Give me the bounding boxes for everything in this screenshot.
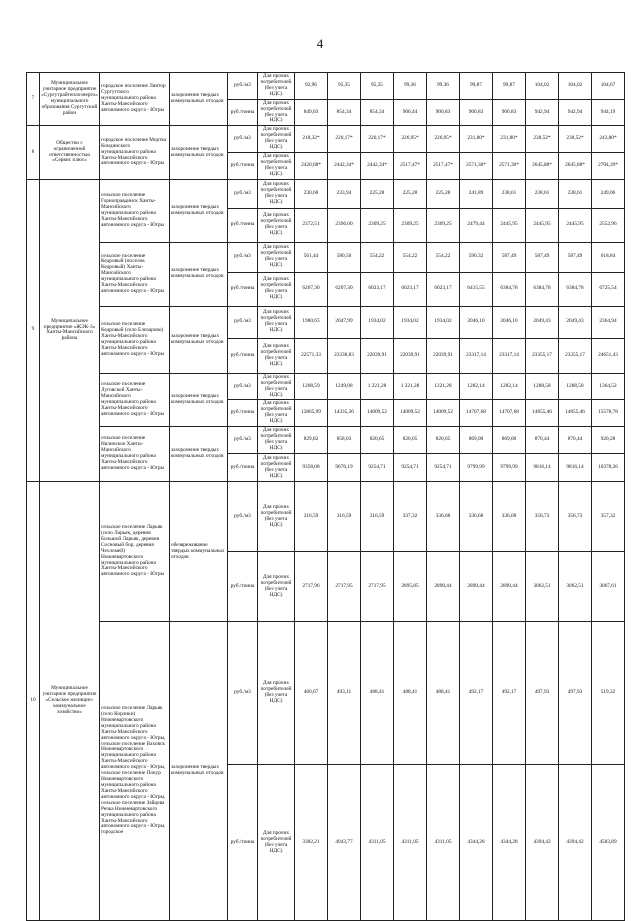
unit-cell: руб./тонна (228, 400, 258, 427)
tariff-value-cell: 14009,52 (394, 400, 427, 427)
tariff-value-cell: 2442,34* (328, 153, 361, 180)
tariff-value-cell: 2717,96 (295, 552, 328, 622)
tariff-value-cell: 2890,44 (460, 552, 493, 622)
table-row (27, 622, 625, 765)
tariff-value-cell: 4311,05 (361, 765, 394, 921)
table-row (27, 373, 625, 400)
consumer-cell: Для прочих потребителей (без учета НДС) (258, 208, 295, 242)
tariff-value-cell: 554,22 (361, 242, 394, 272)
service-type: захоронение твердых коммунальных отходов (170, 622, 228, 921)
tariff-value-cell: 9676,19 (328, 454, 361, 482)
service-type: обезвреживание твердых коммунальных отходов (170, 482, 228, 622)
tariff-value-cell: 238,61 (526, 179, 559, 208)
consumer-cell: Для прочих потребителей (без учета НДС) (258, 552, 295, 622)
tariff-value-cell: 9254,71 (361, 454, 394, 482)
tariff-value-cell: 225,28 (427, 179, 460, 208)
tariff-value-cell: 2479,44 (460, 208, 493, 242)
tariff-value-cell: 4943,77 (328, 765, 361, 921)
tariff-value-cell: 1249,08 (328, 373, 361, 400)
unit-cell: руб./м3 (228, 622, 258, 765)
tariff-value-cell: 2517,47* (427, 153, 460, 180)
tariff-value-cell: 220,17* (328, 126, 361, 153)
tariff-value-cell: 10378,26 (592, 454, 625, 482)
unit-cell: руб./м3 (228, 179, 258, 208)
tariff-value-cell: 241,89 (460, 179, 493, 208)
tariff-value-cell: 497,93 (559, 622, 592, 765)
tariff-value-cell: 22571,33 (295, 338, 328, 373)
consumer-cell: Для прочих потребителей (без учета НДС) (258, 482, 295, 552)
settlement-name: сельское поселение Луговской Ханты-Мансийского муниципального района Ханты-Мансийского автономного округа - Югры (100, 373, 170, 426)
tariff-value-cell: 2571,30* (493, 153, 526, 180)
tariff-value-cell: 226,95* (427, 126, 460, 153)
tariff-value-cell: 4344,28 (460, 765, 493, 921)
tariff-value-cell: 14707,68 (493, 400, 526, 427)
tariff-value-cell: 820,65 (427, 427, 460, 454)
tariff-value-cell: 906,44 (394, 99, 427, 126)
tariff-value-cell: 2552,96 (592, 208, 625, 242)
tariff-value-cell: 870,44 (559, 427, 592, 454)
tariff-value-cell: 492,17 (493, 622, 526, 765)
tariff-value-cell: 316,59 (295, 482, 328, 552)
unit-cell: руб./тонна (228, 338, 258, 373)
tariff-value-cell: 238,52* (526, 126, 559, 153)
tariff-value-cell: 2442,34* (361, 153, 394, 180)
tariff-value-cell: 356,73 (559, 482, 592, 552)
tariff-value-cell: 492,17 (460, 622, 493, 765)
tariff-value-cell: 858,03 (328, 427, 361, 454)
tariff-value-cell: 99,87 (460, 73, 493, 100)
tariff-value-cell: 6384,78 (526, 272, 559, 306)
unit-cell: руб./тонна (228, 552, 258, 622)
settlement-name: сельское поселение Ларьяк (село Ларьяк, деревня Большой Ларьяк, деревня Сосновый бор, деревня Чехломей) Нижневартовского муниципального района Ханты-Мансийского автономного округа - Югры (100, 482, 170, 622)
organization-name: Муниципальное предприятие «ЖЭК-3» Ханты-Мансийского района (40, 179, 100, 481)
tariff-value-cell: 2517,47* (394, 153, 427, 180)
tariff-value-cell: 561,44 (295, 242, 328, 272)
tariff-value-cell: 9358,08 (295, 454, 328, 482)
tariff-value-cell: 4311,05 (394, 765, 427, 921)
organization-name: Муниципальное унитарное предприятие «Сургутрайтеплоэнерго» муниципального образования Сургутский район (40, 73, 100, 126)
tariff-value-cell: 22039,91 (427, 338, 460, 373)
tariff-value-cell: 14855,46 (559, 400, 592, 427)
settlement-name: сельское поселение Горноправдинск Ханты-Мансийского муниципального района Ханты-Мансийского автономного округа - Югры (100, 179, 170, 242)
consumer-cell: Для прочих потребителей (без учета НДС) (258, 99, 295, 126)
tariff-value-cell: 554,22 (394, 242, 427, 272)
tariff-value-cell: 497,93 (526, 622, 559, 765)
unit-cell: руб./м3 (228, 242, 258, 272)
tariff-value-cell: 849,03 (295, 99, 328, 126)
tariff-value-cell: 22039,91 (361, 338, 394, 373)
tariff-value-cell: 220,17* (361, 126, 394, 153)
tariff-value-cell: 104,67 (592, 73, 625, 100)
tariff-value-cell: 9799,99 (460, 454, 493, 482)
consumer-cell: Для прочих потребителей (без учета НДС) (258, 622, 295, 765)
tariff-value-cell: 1288,58 (559, 373, 592, 400)
tariff-value-cell: 2049,43 (559, 306, 592, 338)
tariff-value-cell: 6415,55 (460, 272, 493, 306)
tariff-value-cell: 9799,99 (493, 454, 526, 482)
unit-cell: руб./м3 (228, 306, 258, 338)
tariff-value-cell: 14855,46 (526, 400, 559, 427)
consumer-cell: Для прочих потребителей (без учета НДС) (258, 242, 295, 272)
row-number: 10 (27, 482, 40, 921)
tariff-value-cell: 6023,17 (394, 272, 427, 306)
tariff-value-cell: 2046,10 (493, 306, 526, 338)
consumer-cell: Для прочих потребителей (без учета НДС) (258, 306, 295, 338)
tariff-value-cell: 6023,17 (361, 272, 394, 306)
tariff-value-cell: 2420,68* (295, 153, 328, 180)
tariff-value-cell: 920,28 (592, 427, 625, 454)
unit-cell: руб./м3 (228, 373, 258, 400)
settlement-name: городское поселение Мортка Кондинского муниципального района Ханты-Мансийского автономного округа - Югры (100, 126, 170, 179)
service-type: захоронение твердых коммунальных отходов (170, 242, 228, 306)
unit-cell: руб./м3 (228, 73, 258, 100)
tariff-value-cell: 1934,02 (361, 306, 394, 338)
tariff-value-cell: 2571,30* (460, 153, 493, 180)
tariff-value-cell: 460,67 (295, 622, 328, 765)
tariff-value-cell: 1208,59 (295, 373, 328, 400)
tariff-value-cell: 4394,42 (559, 765, 592, 921)
consumer-cell: Для прочих потребителей (без учета НДС) (258, 338, 295, 373)
tariff-value-cell: 9254,71 (427, 454, 460, 482)
table-row (27, 482, 625, 552)
tariff-value-cell: 1980,65 (295, 306, 328, 338)
tariff-value-cell: 226,95* (394, 126, 427, 153)
tariff-value-cell: 1 221,28 (394, 373, 427, 400)
tariff-value-cell: 218,32* (295, 126, 328, 153)
tariff-value-cell: 2890,44 (427, 552, 460, 622)
tariff-value-cell: 14009,52 (361, 400, 394, 427)
tariff-value-cell: 225,28 (394, 179, 427, 208)
tariff-value-cell: 2717,95 (361, 552, 394, 622)
tariff-value-cell: 2890,44 (493, 552, 526, 622)
tariff-value-cell: 336,68 (427, 482, 460, 552)
unit-cell: руб./тонна (228, 99, 258, 126)
consumer-cell: Для прочих потребителей (без учета НДС) (258, 126, 295, 153)
tariff-value-cell: 580,50 (328, 242, 361, 272)
tariff-value-cell: 900,83 (427, 99, 460, 126)
settlement-name: сельское поселение Нялинское Ханты-Мансийского муниципального района Ханты-Мансийского автономного округа - Югры (100, 427, 170, 482)
service-type: захоронение твердых коммунальных отходов (170, 373, 228, 426)
tariff-value-cell: 2046,10 (460, 306, 493, 338)
tariff-value-cell: 95,35 (328, 73, 361, 100)
tariff-value-cell: 233,94 (328, 179, 361, 208)
tariff-value-cell: 243,80* (592, 126, 625, 153)
tariff-value-cell: 869,00 (460, 427, 493, 454)
tariff-value-cell: 900,83 (493, 99, 526, 126)
consumer-cell: Для прочих потребителей (без учета НДС) (258, 454, 295, 482)
tariff-value-cell: 869,00 (493, 427, 526, 454)
tariff-value-cell: 6384,78 (493, 272, 526, 306)
tariff-value-cell: 337,32 (394, 482, 427, 552)
tariff-value-cell: 488,41 (361, 622, 394, 765)
tariff-value-cell: 225,28 (361, 179, 394, 208)
tariff-value-cell: 14707,68 (460, 400, 493, 427)
unit-cell: руб./м3 (228, 482, 258, 552)
consumer-cell: Для прочих потребителей (без учета НДС) (258, 272, 295, 306)
tariff-value-cell: 2445,95 (559, 208, 592, 242)
tariff-value-cell: 1282,14 (493, 373, 526, 400)
tariff-value-cell: 23317,14 (493, 338, 526, 373)
tariff-value-cell: 2047,99 (328, 306, 361, 338)
tariff-value-cell: 99,36 (394, 73, 427, 100)
tariff-value-cell: 1364,52 (592, 373, 625, 400)
tariff-value-cell: 356,73 (526, 482, 559, 552)
consumer-cell: Для прочих потребителей (без учета НДС) (258, 400, 295, 427)
service-type: захоронение твердых коммунальных отходов (170, 126, 228, 179)
consumer-cell: Для прочих потребителей (без учета НДС) (258, 373, 295, 400)
tariff-value-cell: 6384,78 (559, 272, 592, 306)
tariff-value-cell: 104,02 (559, 73, 592, 100)
tariff-value-cell: 2364,94 (592, 306, 625, 338)
tariff-value-cell: 854,34 (328, 99, 361, 126)
page-number: 4 (316, 36, 324, 51)
table-row (27, 427, 625, 454)
tariff-value-cell: 104,02 (526, 73, 559, 100)
tariff-value-cell: 230,60 (295, 179, 328, 208)
tariff-value-cell: 3062,51 (559, 552, 592, 622)
unit-cell: руб./тонна (228, 272, 258, 306)
tariff-value-cell: 1 221,28 (361, 373, 394, 400)
tariff-value-cell: 590,32 (460, 242, 493, 272)
tariff-value-cell: 587,49 (526, 242, 559, 272)
tariff-value-cell: 2372,51 (295, 208, 328, 242)
tariff-value-cell: 99,87 (493, 73, 526, 100)
settlement-name: сельское поселение Кедровый (село Елизарово) Ханты-Мансийского муниципального района Ханты-Мансийского автономного округа - Югры (100, 306, 170, 373)
tariff-value-cell: 99,36 (427, 73, 460, 100)
unit-cell: руб./тонна (228, 208, 258, 242)
tariff-value-cell: 14335,36 (328, 400, 361, 427)
settlement-name: сельское поселение Кедровый (поселок Кедровый) Ханты-Мансийского муниципального района Ханты-Мансийского автономного округа - Югры (100, 242, 170, 306)
tariff-value-cell: 2895,85 (394, 552, 427, 622)
tariff-value-cell: 6207,30 (328, 272, 361, 306)
tariff-value-cell: 2645,88* (526, 153, 559, 180)
organization-name: Общество с ограниченной ответственностью «Сервис плюс» (40, 126, 100, 179)
tariff-value-cell: 4311,05 (427, 765, 460, 921)
tariff-table (26, 72, 625, 921)
tariff-value-cell: 854,34 (361, 99, 394, 126)
tariff-value-cell: 2396,00 (328, 208, 361, 242)
tariff-value-cell: 3067,61 (592, 552, 625, 622)
tariff-value-cell: 13865,99 (295, 400, 328, 427)
settlement-name: сельское поселение Ларьяк (село Корлики) Нижневартовского муниципального района Ханты-Мансийского автономного округа - Югры, сельское поселение Ваховск Нижневартовского муниципального района Ханты-Мансийского автономного округа - Югры, сельское поселение Покур Нижневартовского муниципального района Ханты-Мансийского автономного округа - Югры, сельское поселение Зайцева Речка Нижневартовского муниципального района Ханты-Мансийского автономного округа - Югры, городское (100, 622, 170, 921)
table-row (27, 306, 625, 338)
tariff-value-cell: 2309,25 (394, 208, 427, 242)
tariff-value-cell: 3382,21 (295, 765, 328, 921)
tariff-value-cell: 336,68 (493, 482, 526, 552)
tariff-value-cell: 587,49 (559, 242, 592, 272)
tariff-value-cell: 238,52* (559, 126, 592, 153)
tariff-value-cell: 6207,30 (295, 272, 328, 306)
tariff-value-cell: 554,22 (427, 242, 460, 272)
consumer-cell: Для прочих потребителей (без учета НДС) (258, 153, 295, 180)
tariff-value-cell: 23355,17 (526, 338, 559, 373)
tariff-value-cell: 14009,52 (427, 400, 460, 427)
tariff-value-cell: 316,59 (361, 482, 394, 552)
unit-cell: руб./тонна (228, 153, 258, 180)
tariff-value-cell: 942,94 (559, 99, 592, 126)
unit-cell: руб./тонна (228, 765, 258, 921)
tariff-value-cell: 618,84 (592, 242, 625, 272)
tariff-value-cell: 944,19 (592, 99, 625, 126)
tariff-value-cell: 829,82 (295, 427, 328, 454)
tariff-value-cell: 2309,25 (427, 208, 460, 242)
tariff-value-cell: 9816,14 (526, 454, 559, 482)
tariff-value-cell: 2645,88* (559, 153, 592, 180)
tariff-value-cell: 9254,71 (394, 454, 427, 482)
tariff-value-cell: 6725,54 (592, 272, 625, 306)
tariff-value-cell: 2309,25 (361, 208, 394, 242)
tariff-value-cell: 4344,28 (493, 765, 526, 921)
unit-cell: руб./м3 (228, 427, 258, 454)
tariff-value-cell: 238,61 (559, 179, 592, 208)
tariff-value-cell: 4583,89 (592, 765, 625, 921)
tariff-value-cell: 1934,02 (394, 306, 427, 338)
row-number: 7 (27, 73, 40, 126)
table-row (27, 126, 625, 153)
tariff-value-cell: 1221,28 (427, 373, 460, 400)
tariff-value-cell: 6023,17 (427, 272, 460, 306)
tariff-value-cell: 23317,14 (460, 338, 493, 373)
tariff-value-cell: 4394,42 (526, 765, 559, 921)
tariff-value-cell: 519,32 (592, 622, 625, 765)
tariff-value-cell: 92,96 (295, 73, 328, 100)
row-number: 8 (27, 126, 40, 179)
tariff-value-cell: 3062,51 (526, 552, 559, 622)
tariff-value-cell: 2704,39* (592, 153, 625, 180)
tariff-value-cell: 23355,17 (559, 338, 592, 373)
tariff-value-cell: 9816,14 (559, 454, 592, 482)
table-row (27, 73, 625, 100)
service-type: захоронение твердых коммунальных отходов (170, 179, 228, 242)
service-type: захоронение твердых коммунальных отходов (170, 73, 228, 126)
settlement-name: городское поселение Лянтор Сургутского муниципального района Ханты-Мансийского автономного округа - Югры (100, 73, 170, 126)
service-type: захоронение твердых коммунальных отходов (170, 427, 228, 482)
consumer-cell: Для прочих потребителей (без учета НДС) (258, 427, 295, 454)
unit-cell: руб./м3 (228, 126, 258, 153)
tariff-value-cell: 820,65 (394, 427, 427, 454)
tariff-value-cell: 587,49 (493, 242, 526, 272)
consumer-cell: Для прочих потребителей (без учета НДС) (258, 765, 295, 921)
tariff-value-cell: 942,94 (526, 99, 559, 126)
tariff-value-cell: 488,41 (427, 622, 460, 765)
table-row (27, 179, 625, 208)
table-row (27, 242, 625, 272)
tariff-value-cell: 2445,95 (526, 208, 559, 242)
tariff-value-cell: 488,41 (394, 622, 427, 765)
tariff-value-cell: 238,61 (493, 179, 526, 208)
tariff-value-cell: 249,06 (592, 179, 625, 208)
tariff-value-cell: 1282,14 (460, 373, 493, 400)
tariff-value-cell: 24651,43 (592, 338, 625, 373)
tariff-value-cell: 95,35 (361, 73, 394, 100)
row-number: 9 (27, 179, 40, 481)
tariff-value-cell: 820,65 (361, 427, 394, 454)
tariff-value-cell: 2445,95 (493, 208, 526, 242)
tariff-value-cell: 1288,58 (526, 373, 559, 400)
tariff-value-cell: 231,80* (460, 126, 493, 153)
tariff-value-cell: 336,68 (460, 482, 493, 552)
consumer-cell: Для прочих потребителей (без учета НДС) (258, 179, 295, 208)
tariff-value-cell: 23338,83 (328, 338, 361, 373)
tariff-value-cell: 2717,95 (328, 552, 361, 622)
tariff-value-cell: 15578,78 (592, 400, 625, 427)
consumer-cell: Для прочих потребителей (без учета НДС) (258, 73, 295, 100)
tariff-value-cell: 22039,91 (394, 338, 427, 373)
tariff-value-cell: 2049,43 (526, 306, 559, 338)
tariff-value-cell: 231,80* (493, 126, 526, 153)
unit-cell: руб./тонна (228, 454, 258, 482)
organization-name: Муниципальное унитарное предприятие «Сельское жилищно-коммунальное хозяйство» (40, 482, 100, 921)
tariff-value-cell: 357,32 (592, 482, 625, 552)
tariff-value-cell: 316,59 (328, 482, 361, 552)
tariff-value-cell: 900,83 (460, 99, 493, 126)
tariff-value-cell: 870,44 (526, 427, 559, 454)
service-type: захоронение твердых коммунальных отходов (170, 306, 228, 373)
tariff-value-cell: 493,11 (328, 622, 361, 765)
tariff-value-cell: 1934,02 (427, 306, 460, 338)
